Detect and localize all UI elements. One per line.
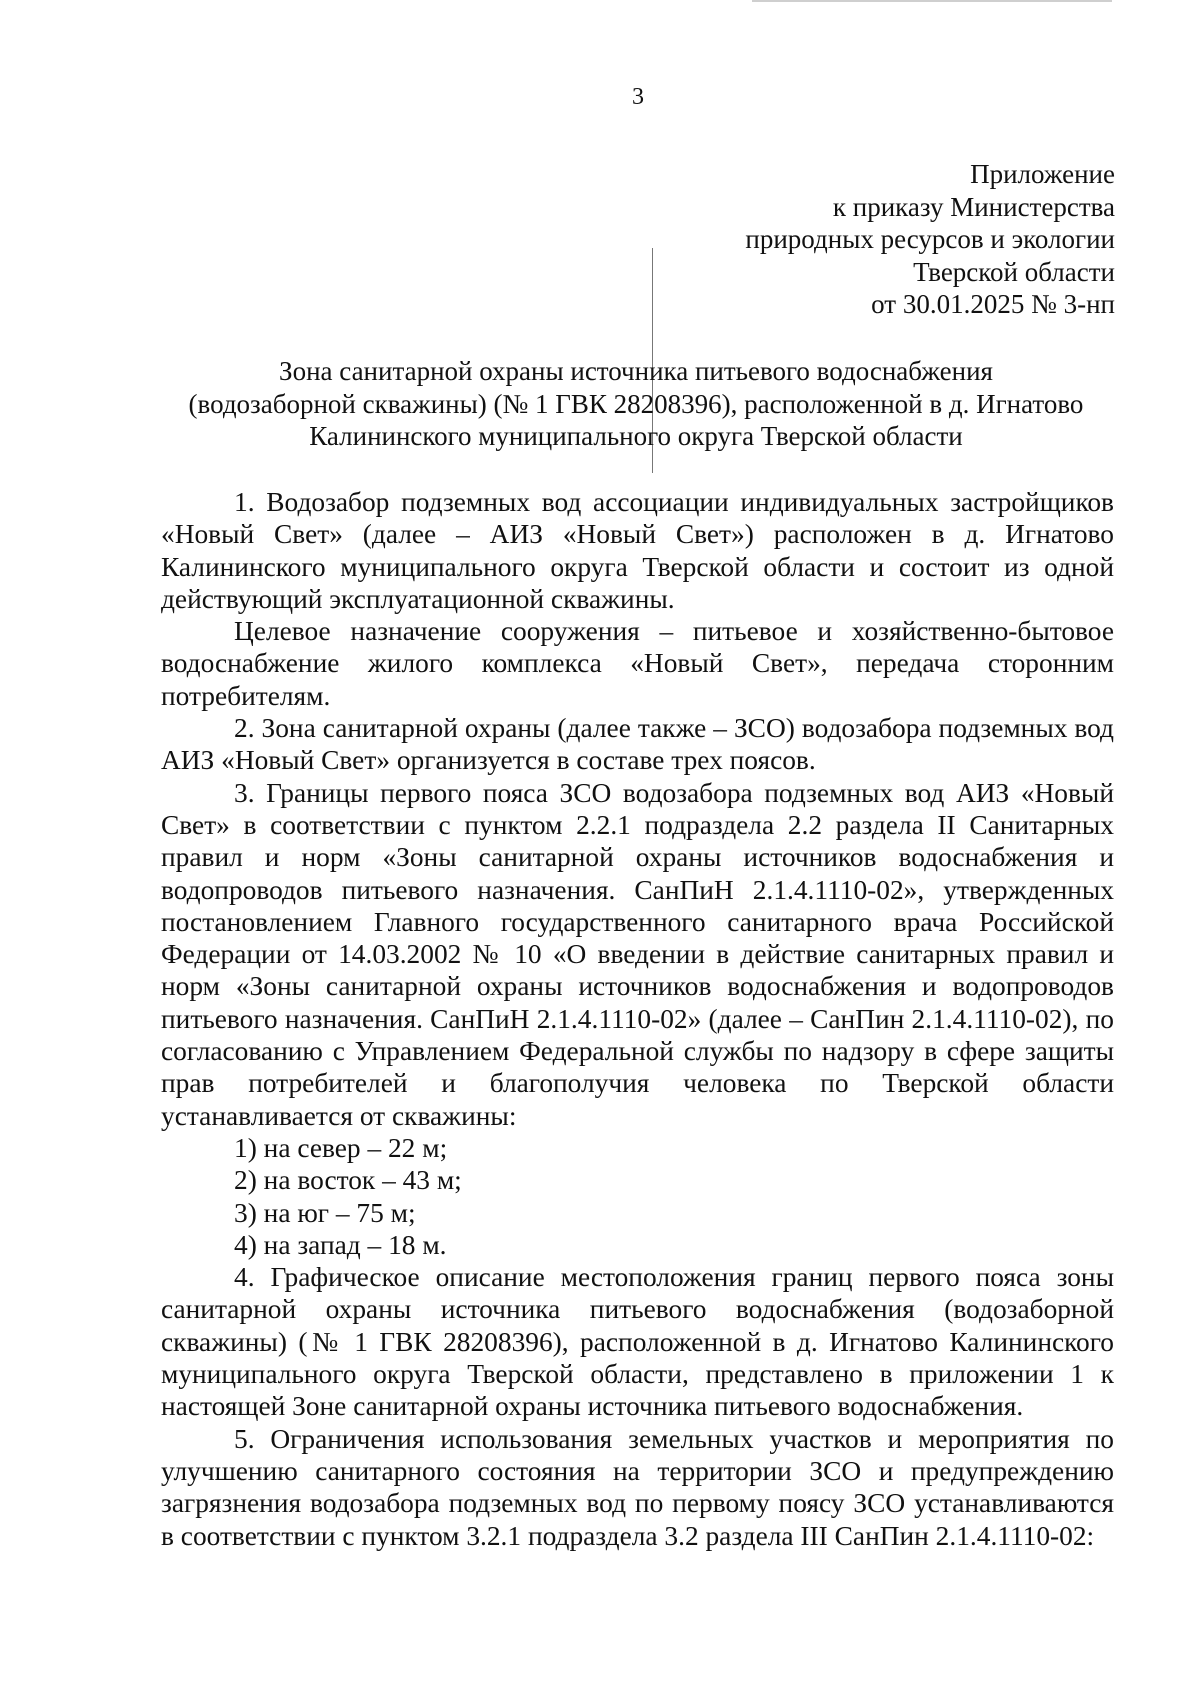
appendix-line: Тверской области bbox=[913, 256, 1115, 287]
paragraph-4: 4. Графическое описание местоположения границ первого пояса зоны санитарной охраны источника питьевого водоснабжения (водозаборной скважины) (№ 1 ГВК 28208396), расположенной в д. Игнатово Калининского муниципального округа Тверской области, представлено в приложении 1 к настоящей Зоне санитарной охраны источника питьевого водоснабжения. bbox=[161, 1262, 1114, 1422]
list-item-west: 4) на запад – 18 м. bbox=[234, 1229, 447, 1260]
title-line: (водозаборной скважины) (№ 1 ГВК 28208396), расположенной в д. Игнатово bbox=[188, 388, 1084, 419]
appendix-line: Приложение bbox=[970, 159, 1115, 189]
appendix-line: от 30.01.2025 № 3-нп bbox=[871, 289, 1115, 319]
paragraph-purpose: Целевое назначение сооружения – питьевое и хозяйственно-бытовое водоснабжение жилого комплекса «Новый Свет», передача сторонним потребителям. bbox=[161, 616, 1114, 711]
title-line: Калининского муниципального округа Тверской области bbox=[309, 421, 963, 451]
appendix-header bbox=[745, 158, 1115, 321]
scan-edge-line bbox=[752, 0, 1112, 2]
list-item-south: 3) на юг – 75 м; bbox=[234, 1197, 416, 1228]
document-body bbox=[161, 486, 1114, 1552]
paragraph-3: 3. Границы первого пояса ЗСО водозабора подземных вод АИЗ «Новый Свет» в соответствии с пунктом 2.2.1 подраздела 2.2 раздела II Санитарных правил и норм «Зоны санитарной охраны источников водоснабжения и водопроводов питьевого назначения. СанПиН 2.1.4.1110-02», утвержденных постановлением Главного государственного санитарного врача Российской Федерации от 14.03.2002 № 10 «О введении в действие санитарных правил и норм «Зоны санитарной охраны источников водоснабжения и водопроводов питьевого назначения. СанПиН 2.1.4.1110-02» (далее – СанПин 2.1.4.1110-02), по согласованию с Управлением Федеральной службы по надзору в сфере защиты прав потребителей и благополучия человека по Тверской области устанавливается от скважины: bbox=[161, 777, 1114, 1131]
list-item-east: 2) на восток – 43 м; bbox=[234, 1165, 462, 1196]
paragraph-5: 5. Ограничения использования земельных участков и мероприятия по улучшению санитарного состояния на территории ЗСО и предупреждению загрязнения водозабора подземных вод по первому поясу ЗСО устанавливаются в соответствии с пунктом 3.2.1 подраздела 3.2 раздела III СанПин 2.1.4.1110-02: bbox=[161, 1423, 1114, 1551]
list-item-north: 1) на север – 22 м; bbox=[234, 1132, 448, 1163]
document-title bbox=[162, 355, 1110, 453]
appendix-line: природных ресурсов и экологии bbox=[745, 224, 1115, 254]
title-line: Зона санитарной охраны источника питьевого водоснабжения bbox=[279, 356, 993, 386]
appendix-line: к приказу Министерства bbox=[832, 191, 1115, 222]
paragraph-2: 2. Зона санитарной охраны (далее также – ЗСО) водозабора подземных вод АИЗ «Новый Свет» организуется в составе трех поясов. bbox=[161, 713, 1114, 776]
paragraph-1: 1. Водозабор подземных вод ассоциации индивидуальных застройщиков «Новый Свет» (далее – АИЗ «Новый Свет») расположен в д. Игнатово Калининского муниципального округа Тверской области и состоит из одной действующий эксплуатационной скважины. bbox=[161, 487, 1114, 614]
page-number: 3 bbox=[632, 84, 644, 110]
